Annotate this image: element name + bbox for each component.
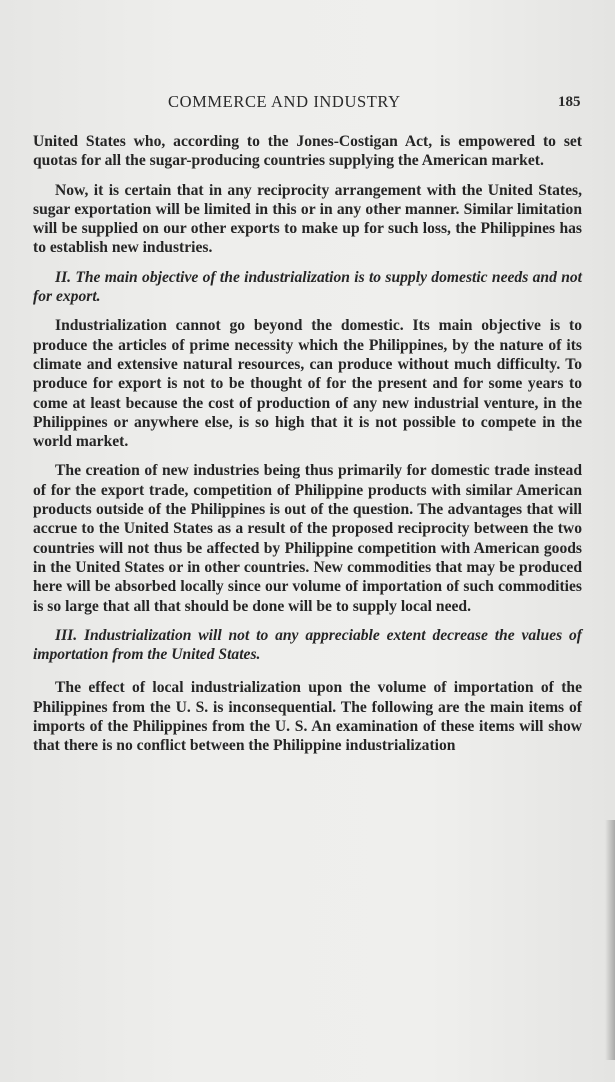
paragraph-continuation: United States who, according to the Jones-Costigan Act, is empowered to set quotas for all the sugar-producing countries supplying the American market. xyxy=(33,133,582,170)
paragraph-importation: The effect of local industrialization upon the volume of importation of the Philippines from the U. S. is inconsequential. The following are the main items of imports of the Philippines from the U. S. An examination of these items will show that there is no conflict between the Philippine industrialization xyxy=(33,679,582,755)
paragraph-reciprocity: Now, it is certain that in any reciprocity arrangement with the United States, sugar exportation will be limited in this or in any other manner. Similar limitation will be supplied on our other exports to make up for such loss, the Philippines has to establish new industries. xyxy=(33,181,582,257)
paragraph-industrialization: Industrialization cannot go beyond the domestic. Its main objective is to produce the articles of prime necessity which the Philippines, by the nature of its climate and extensive natural resources, can produce without much difficulty. To produce for export is not to be thought of for the present and for some years to come at least because the cost of production of any new industrial venture, in the Philippines or anywhere else, is so high that it is not possible to compete in the world market. xyxy=(33,317,582,451)
running-head: COMMERCE AND INDUSTRY xyxy=(168,92,401,111)
paragraph-new-industries: The creation of new industries being thus primarily for domestic trade instead of for the export trade, competition of Philippine products with similar American products outside of the Philippines is out of the question. The advantages that will accrue to the United States as a result of the proposed reciprocity between the two countries will not thus be affected by Philippine competition with American goods in the United States or in other countries. New commodities that may be produced here will be absorbed locally since our volume of importation of such commodities is so large that all that should be done will be to supply local need. xyxy=(33,462,582,615)
page-edge-shadow xyxy=(605,820,615,1060)
page-number: 185 xyxy=(558,94,581,110)
page-header xyxy=(0,92,615,116)
body-text xyxy=(33,132,582,766)
section-heading-iii: III. Industrialization will not to any appreciable extent decrease the values of importation from the United States. xyxy=(33,626,582,664)
section-heading-ii: II. The main objective of the industrialization is to supply domestic needs and not for export. xyxy=(33,268,582,306)
